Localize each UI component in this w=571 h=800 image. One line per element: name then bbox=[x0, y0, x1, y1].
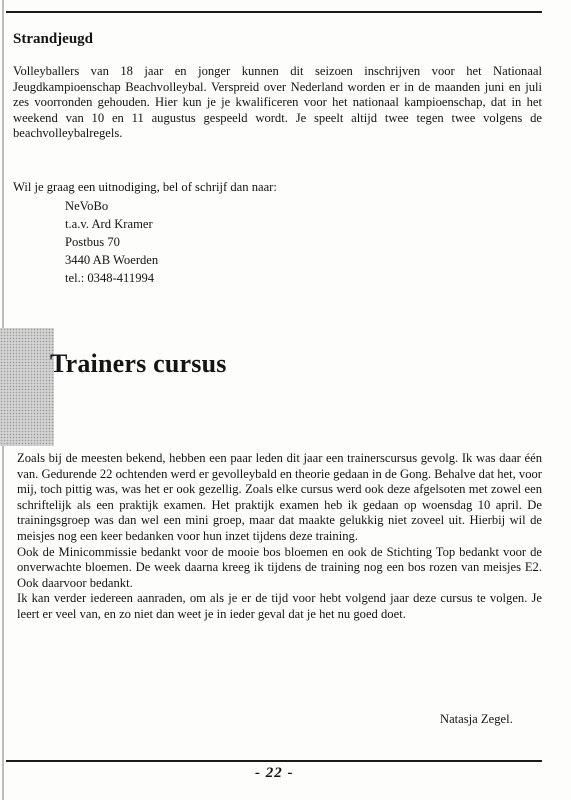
strandjeugd-paragraph: Volleyballers van 18 jaar en jonger kunnen dit seizoen inschrijven voor het Nationaal Jeugdkampioenschap Beachvolleybal. Verspreid over Nederland worden er in de maanden juni en juli zes voorronden gehouden. Hier kun je je kwalificeren voor het nationaal kampioenschap, dat in het weekend van 10 en 11 augustus gespeeld wordt. Je speelt altijd twee tegen twee volgens de beachvolleybalregels. bbox=[13, 64, 542, 141]
address-line-postbox: Postbus 70 bbox=[65, 235, 120, 249]
address-line-organisation: NeVoBo bbox=[65, 199, 109, 213]
section-title-trainers-cursus: Trainers cursus bbox=[50, 349, 227, 378]
address-block bbox=[65, 197, 158, 287]
address-line-attention: t.a.v. Ard Kramer bbox=[65, 217, 153, 231]
page-number: - 22 - bbox=[255, 765, 294, 781]
invitation-paragraph: Wil je graag een uitnodiging, bel of schrijf dan naar: bbox=[13, 180, 277, 194]
title-shade-box bbox=[0, 328, 54, 446]
bottom-rule bbox=[6, 760, 542, 762]
address-line-phone: tel.: 0348-411994 bbox=[65, 271, 155, 285]
section-title-strandjeugd: Strandjeugd bbox=[13, 31, 94, 47]
trainers-cursus-body: Zoals bij de meesten bekend, hebben een paar leden dit jaar een trainerscursus gevolg. Ik was daar één van. Gedurende 22 ochtenden werd er gevolleybald en theorie gedaan in de Gong. Behalve dat het, voor mij, toch pittig was, was het er ook gezellig. Zoals elke cursus werd ook deze afgelsoten met zowel een schriftelijk als een praktijk examen. Het praktijk examen heb ik gedaan op woensdag 10 april. De trainingsgroep was dan wel een mini groep, maar dat maakte gelukkig niet zoveel uit. Hierbij wil de meisjes nog een keer bedanken voor hun inzet tijdens deze training. Ook de Minicommissie bedankt voor de mooie bos bloemen en ook de Stichting Top bedankt voor de onverwachte bloemen. De week daarna kreeg ik tijdens de training nog een bos rozen van meisjes E2. Ook daarvoor bedankt. Ik kan verder iedereen aanraden, om als je er de tijd voor hebt volgend jaar deze cursus te volgen. Je leert er veel van, en zo niet dan weet je in ieder geval dat je het nu goed doet. bbox=[17, 451, 542, 621]
author-signature: Natasja Zegel. bbox=[440, 712, 513, 726]
top-rule bbox=[6, 11, 542, 13]
address-line-city: 3440 AB Woerden bbox=[65, 253, 159, 267]
